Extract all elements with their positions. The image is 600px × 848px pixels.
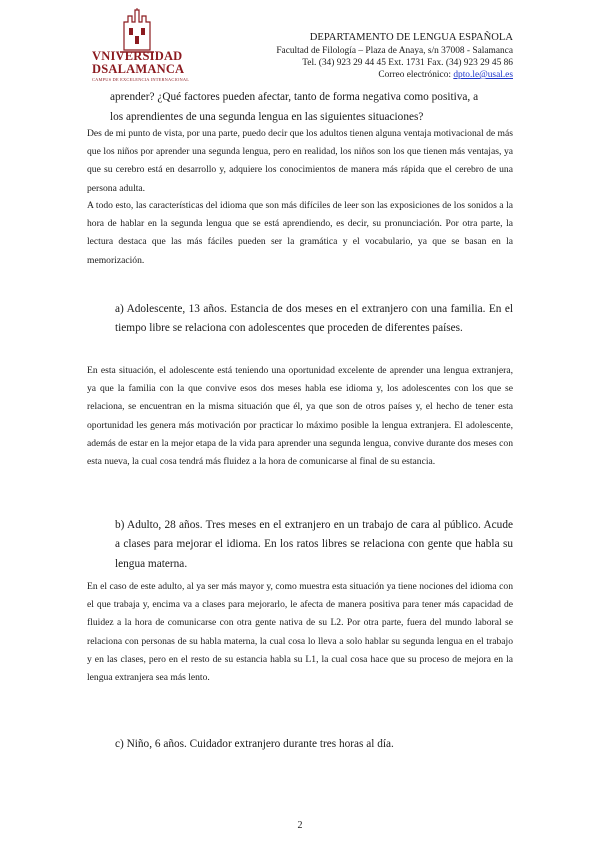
department-phone: Tel. (34) 923 29 44 45 Ext. 1731 Fax. (34) 923 29 45 86 bbox=[302, 58, 513, 68]
department-title: DEPARTAMENTO DE LENGUA ESPAÑOLA bbox=[309, 32, 513, 43]
paragraph-3: En esta situación, el adolescente está teniendo una oportunidad excelente de aprender una lengua extranjera, ya que la familia con la que convive esos dos meses habla ese idioma y, los adolescentes con los que se relaciona, se encuentran en la misma situación que él, ya que son de otros países y, el hecho de tener esta oportunidad les genera más motivación por practicar lo máximo posible la lengua extranjera. El adolescente, además de estar en la mejor etapa de la vida para aprender una segunda lengua, convive durante dos meses con esta nueva, la cual cosa tendrá más fluidez a la hora de comunicarse al final de su estancia. bbox=[87, 365, 513, 468]
question-line-2: los aprendientes de una segunda lengua en las siguientes situaciones? bbox=[110, 111, 424, 123]
department-email-line bbox=[378, 70, 513, 81]
question-line-1: aprender? ¿Qué factores pueden afectar, tanto de forma negativa como positiva, a bbox=[110, 91, 479, 103]
situation-b: b) Adulto, 28 años. Tres meses en el extranjero en un trabajo de cara al público. Acude a clases para mejorar el idioma. En los ratos libres se relaciona con gente que habla su lengua materna. bbox=[115, 519, 513, 570]
email-label: Correo electrónico: bbox=[378, 70, 451, 80]
paragraph-2: A todo esto, las características del idioma que son más difíciles de leer son las exposiciones de los sonidos a la hora de hablar en la segunda lengua que se está aprendiendo, es decir, su pronunciación. Por otra parte, la lectura destaca que las más fáciles pueden ser la gramática y el vocabulario, ya que se basan en la memorización. bbox=[87, 200, 513, 266]
email-link[interactable]: dpto.le@usal.es bbox=[453, 70, 513, 80]
university-subtitle: CAMPUS DE EXCELENCIA INTERNACIONAL bbox=[92, 77, 190, 82]
paragraph-4: En el caso de este adulto, al ya ser más mayor y, como muestra esta situación ya tiene nociones del idioma con el que trabaja y, encima va a clases para mejorarlo, le afecta de manera positiva para tener más capacidad de fluidez a la hora de comunicarse con otra gente nativa de su L2. Por otra parte, fuera del mundo laboral se relaciona con personas de su habla materna, la cual cosa lo lleva a solo hablar su segunda lengua en el trabajo y en las clases, pero en el resto de su estancia habla su L1, la cual cosa hace que su proceso de mejora en la lengua extranjera sea más lento. bbox=[87, 581, 513, 684]
paragraph-1: Des de mi punto de vista, por una parte, puedo decir que los adultos tienen alguna ventaja motivacional de más que los niños por aprender una segunda lengua, pero en realidad, los niños son los que tienen más ventajas, ya que su cerebro está en desarrollo y, adquiere los conocimientos de manera más rápida que el cerebro de una persona adulta. bbox=[87, 128, 513, 194]
page-number: 2 bbox=[297, 820, 303, 831]
department-address: Facultad de Filología – Plaza de Anaya, s/n 37008 - Salamanca bbox=[276, 46, 513, 56]
situation-c: c) Niño, 6 años. Cuidador extranjero durante tres horas al día. bbox=[115, 738, 394, 750]
university-name: VNIVERSIDAD DSALAMANCA bbox=[92, 49, 185, 76]
situation-a: a) Adolescente, 13 años. Estancia de dos meses en el extranjero con una familia. En el tiempo libre se relaciona con adolescentes que proceden de diferentes países. bbox=[115, 303, 513, 335]
